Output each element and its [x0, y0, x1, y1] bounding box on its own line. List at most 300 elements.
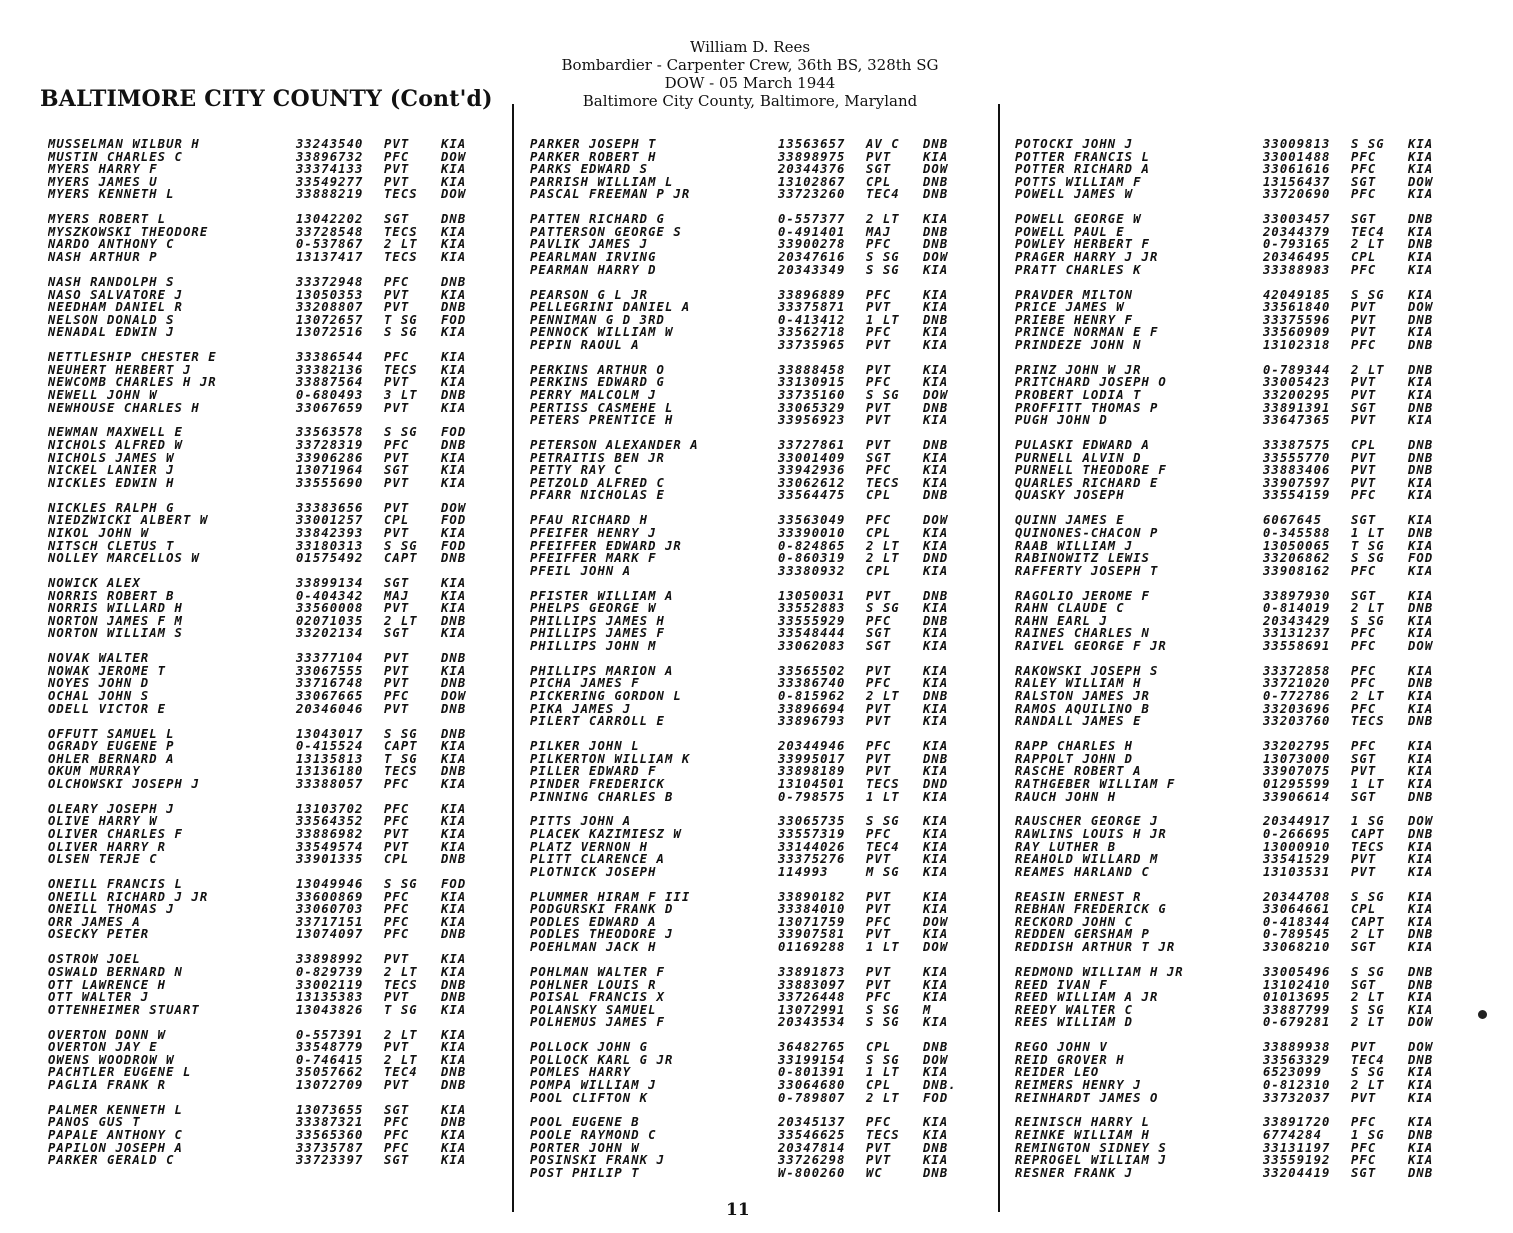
- status: DNB: [1408, 400, 1434, 415]
- status: KIA: [923, 149, 949, 164]
- serial-number: 33890182: [778, 889, 846, 904]
- rank: PVT: [384, 701, 410, 716]
- roster-row: [1015, 439, 1448, 452]
- soldier-name: POTTS WILLIAM F: [1015, 175, 1142, 189]
- rank: PVT: [866, 701, 892, 716]
- roster-group: [48, 276, 481, 339]
- status: DNB: [923, 312, 949, 327]
- status: DNB: [923, 689, 949, 704]
- soldier-name: PURNELL THEODORE F: [1015, 464, 1167, 477]
- rank: TECS: [384, 187, 418, 202]
- status: KIA: [923, 538, 949, 553]
- soldier-name: POHLMAN WALTER F: [530, 965, 665, 979]
- rank: S SG: [1351, 889, 1385, 904]
- rank: PFC: [384, 274, 410, 289]
- soldier-name: OGRADY EUGENE P: [48, 740, 175, 753]
- serial-number: 33842393: [296, 525, 364, 540]
- rank: SGT: [1351, 940, 1377, 955]
- status: KIA: [923, 626, 949, 641]
- serial-number: 0-789344: [1263, 362, 1331, 377]
- roster-row: [1015, 238, 1448, 251]
- status: KIA: [923, 964, 949, 979]
- soldier-name: QUASKY JOSEPH: [1015, 489, 1125, 503]
- serial-number: 20344376: [778, 162, 846, 177]
- roster-row: [530, 452, 963, 465]
- soldier-name: REASIN ERNEST R: [1015, 890, 1142, 904]
- status: DNB: [441, 852, 467, 867]
- rank: S SG: [866, 250, 900, 265]
- soldier-name: POHLNER LOUIS R: [530, 978, 657, 992]
- rank: PFC: [866, 676, 892, 691]
- soldier-name: NETTLESHIP CHESTER E: [48, 351, 217, 364]
- soldier-name: OTT LAWRENCE H: [48, 978, 167, 992]
- status: KIA: [441, 1027, 467, 1042]
- roster-row: [48, 828, 481, 841]
- roster-row: [48, 552, 481, 565]
- status: KIA: [441, 1052, 467, 1067]
- soldier-name: PERTISS CASMEHE L: [530, 401, 674, 415]
- rank: TEC4: [866, 187, 900, 202]
- roster-row: [48, 1004, 481, 1017]
- soldier-name: PAGLIA FRANK R: [48, 1078, 167, 1092]
- status: DNB: [923, 237, 949, 252]
- soldier-name: PLITT CLARENCE A: [530, 853, 665, 866]
- soldier-name: RALSTON JAMES JR: [1015, 690, 1150, 703]
- soldier-name: REED WILLIAM A JR: [1015, 991, 1159, 1004]
- status: DNB: [1408, 450, 1434, 465]
- roster-row: [48, 364, 481, 377]
- status: DNB: [1408, 1052, 1434, 1067]
- roster-row: [530, 640, 963, 653]
- status: DOW: [923, 940, 949, 955]
- roster-row: [1015, 552, 1448, 565]
- rank: CPL: [866, 1040, 892, 1055]
- soldier-name: PATTEN RICHARD G: [530, 213, 665, 226]
- soldier-name: RAPP CHARLES H: [1015, 740, 1134, 753]
- rank: PVT: [384, 826, 410, 841]
- rank: TECS: [866, 475, 900, 490]
- serial-number: 33390010: [778, 525, 846, 540]
- serial-number: 33728319: [296, 438, 364, 453]
- status: FOD: [441, 513, 467, 528]
- serial-number: 13102410: [1263, 977, 1331, 992]
- soldier-name: PLOTNICK JOSEPH: [530, 865, 657, 879]
- roster-group: [530, 590, 963, 653]
- roster-group: [530, 439, 963, 502]
- soldier-name: NICHOLS ALFRED W: [48, 439, 183, 452]
- roster-row: [530, 489, 963, 502]
- rank: TECS: [384, 250, 418, 265]
- rank: 2 LT: [1351, 601, 1385, 616]
- status: KIA: [923, 990, 949, 1005]
- rank: PFC: [1351, 149, 1377, 164]
- serial-number: 114993: [778, 864, 829, 879]
- roster-row: [48, 1079, 481, 1092]
- status: KIA: [441, 375, 467, 390]
- serial-number: 33565360: [296, 1128, 364, 1143]
- roster-row: [530, 979, 963, 992]
- status: DNB: [441, 387, 467, 402]
- rank: TEC4: [1351, 224, 1385, 239]
- serial-number: 13072991: [778, 1002, 846, 1017]
- soldier-name: RAHN CLAUDE C: [1015, 602, 1125, 615]
- soldier-name: POMPA WILLIAM J: [530, 1078, 657, 1092]
- serial-number: 33065329: [778, 400, 846, 415]
- serial-number: 33898992: [296, 952, 364, 967]
- roster-group: [1015, 138, 1448, 201]
- rank: PVT: [384, 287, 410, 302]
- status: KIA: [1408, 990, 1434, 1005]
- rank: PVT: [1351, 300, 1377, 315]
- rank: S SG: [1351, 551, 1385, 566]
- soldier-name: ORR JAMES A: [48, 915, 141, 929]
- serial-number: 33559192: [1263, 1153, 1331, 1168]
- serial-number: 33896694: [778, 701, 846, 716]
- serial-number: 33009813: [1263, 137, 1331, 151]
- roster-row: [1015, 640, 1448, 653]
- serial-number: 13074097: [296, 927, 364, 942]
- soldier-name: PETERS PRENTICE H: [530, 414, 674, 427]
- rank: 2 LT: [1351, 1077, 1385, 1092]
- rank: TECS: [384, 362, 418, 377]
- rank: PVT: [1351, 450, 1377, 465]
- serial-number: 33896889: [778, 287, 846, 302]
- status: DNB: [923, 187, 949, 202]
- soldier-name: NEUHERT HERBERT J: [48, 363, 192, 377]
- roster-row: [530, 841, 963, 854]
- roster-row: [48, 163, 481, 176]
- roster-row: [530, 740, 963, 753]
- soldier-name: RAWLINS LOUIS H JR: [1015, 827, 1167, 841]
- rank: PVT: [384, 162, 410, 177]
- rank: SGT: [866, 162, 892, 177]
- status: KIA: [1408, 864, 1434, 879]
- serial-number: 20343429: [1263, 613, 1331, 628]
- rank: PVT: [866, 1140, 892, 1155]
- serial-number: 33907597: [1263, 475, 1331, 490]
- status: DNB: [923, 613, 949, 628]
- serial-number: 33199154: [778, 1052, 846, 1067]
- roster-row: [1015, 928, 1448, 941]
- status: KIA: [923, 663, 949, 678]
- rank: SGT: [1351, 751, 1377, 766]
- rank: PVT: [866, 902, 892, 917]
- rank: PVT: [1351, 463, 1377, 478]
- serial-number: 33896793: [778, 714, 846, 729]
- roster-row: [530, 251, 963, 264]
- rank: 1 SG: [1351, 1128, 1385, 1143]
- serial-number: 33384010: [778, 902, 846, 917]
- serial-number: 33388983: [1263, 262, 1331, 277]
- roster-group: [48, 577, 481, 640]
- rank: 2 LT: [1351, 362, 1385, 377]
- status: DOW: [1408, 814, 1434, 829]
- soldier-name: RASCHE ROBERT A: [1015, 765, 1142, 778]
- roster-row: [48, 326, 481, 339]
- soldier-name: PILKERTON WILLIAM K: [530, 752, 691, 766]
- soldier-name: NIEDZWICKI ALBERT W: [48, 514, 209, 527]
- rank: PVT: [384, 1077, 410, 1092]
- status: DOW: [1408, 1040, 1434, 1055]
- rank: PVT: [866, 764, 892, 779]
- roster-row: [530, 703, 963, 716]
- rank: PFC: [866, 237, 892, 252]
- soldier-name: PATTERSON GEORGE S: [530, 225, 682, 239]
- rank: 1 LT: [866, 789, 900, 804]
- status: KIA: [923, 1065, 949, 1080]
- rank: TECS: [866, 776, 900, 791]
- status: KIA: [1408, 538, 1434, 553]
- status: KIA: [923, 839, 949, 854]
- rank: S SG: [1351, 613, 1385, 628]
- status: DNB: [1408, 789, 1434, 804]
- soldier-name: NARDO ANTHONY C: [48, 238, 175, 252]
- rank: CPL: [1351, 250, 1377, 265]
- rank: PVT: [866, 1153, 892, 1168]
- soldier-name: PRAGER HARRY J JR: [1015, 251, 1159, 264]
- status: DNB: [1408, 525, 1434, 540]
- roster-row: [48, 903, 481, 916]
- status: KIA: [1408, 701, 1434, 716]
- roster-row: [530, 791, 963, 804]
- roster-row: [530, 414, 963, 427]
- rank: PVT: [384, 475, 410, 490]
- serial-number: 33728548: [296, 224, 364, 239]
- status: KIA: [923, 902, 949, 917]
- status: DNB: [1408, 676, 1434, 691]
- serial-number: 33375596: [1263, 312, 1331, 327]
- rank: S SG: [866, 814, 900, 829]
- serial-number: 33067665: [296, 689, 364, 704]
- roster-row: [48, 878, 481, 891]
- serial-number: 33067555: [296, 663, 364, 678]
- soldier-name: REDDEN GERSHAM P: [1015, 928, 1150, 942]
- rank: PVT: [1351, 312, 1377, 327]
- status: KIA: [441, 137, 467, 151]
- serial-number: 13050353: [296, 287, 364, 302]
- roster-row: [1015, 1092, 1448, 1105]
- serial-number: 0-557377: [778, 212, 846, 227]
- status: DOW: [1408, 174, 1434, 189]
- rank: 2 LT: [866, 538, 900, 553]
- serial-number: 0-491401: [778, 224, 846, 239]
- rank: PVT: [1351, 475, 1377, 490]
- serial-number: 13050031: [778, 588, 846, 603]
- serial-number: 13073000: [1263, 751, 1331, 766]
- serial-number: 13135383: [296, 990, 364, 1005]
- soldier-name: QUINONES-CHACON P: [1015, 526, 1159, 540]
- serial-number: 13102318: [1263, 337, 1331, 352]
- roster-row: [1015, 866, 1448, 879]
- rank: SGT: [1351, 789, 1377, 804]
- serial-number: 33372858: [1263, 663, 1331, 678]
- roster-row: [530, 226, 963, 239]
- rank: SGT: [384, 626, 410, 641]
- serial-number: 33891720: [1263, 1115, 1331, 1130]
- roster-row: [48, 402, 481, 415]
- status: DNB: [923, 174, 949, 189]
- roster-group: [48, 213, 481, 263]
- soldier-name: NICKLES RALPH G: [48, 501, 175, 515]
- soldier-name: PRINDEZE JOHN N: [1015, 338, 1142, 352]
- rank: S SG: [384, 877, 418, 892]
- roster-row: [48, 803, 481, 816]
- rank: CPL: [1351, 902, 1377, 917]
- serial-number: 33716748: [296, 676, 364, 691]
- roster-row: [48, 1066, 481, 1079]
- serial-number: 35057662: [296, 1065, 364, 1080]
- soldier-name: PERRY MALCOLM J: [530, 388, 657, 402]
- roster-row: [530, 565, 963, 578]
- soldier-name: PILLER EDWARD F: [530, 765, 657, 778]
- roster-row: [1015, 527, 1448, 540]
- rank: PFC: [1351, 488, 1377, 503]
- serial-number: 33560008: [296, 601, 364, 616]
- serial-number: 33387321: [296, 1115, 364, 1130]
- roster-row: [1015, 151, 1448, 164]
- soldier-name: OHLER BERNARD A: [48, 752, 175, 766]
- status: FOD: [441, 538, 467, 553]
- status: DOW: [923, 162, 949, 177]
- status: KIA: [441, 475, 467, 490]
- soldier-name: ODELL VICTOR E: [48, 702, 167, 716]
- status: KIA: [923, 638, 949, 653]
- soldier-name: PHELPS GEORGE W: [530, 602, 657, 615]
- status: KIA: [1408, 739, 1434, 754]
- serial-number: 33735965: [778, 337, 846, 352]
- rank: PVT: [866, 927, 892, 942]
- status: KIA: [441, 776, 467, 791]
- status: KIA: [1408, 250, 1434, 265]
- status: DNB: [441, 927, 467, 942]
- roster-row: [48, 251, 481, 264]
- roster-row: [530, 1066, 963, 1079]
- status: KIA: [1408, 1077, 1434, 1092]
- rank: TECS: [1351, 839, 1385, 854]
- roster-row: [48, 677, 481, 690]
- serial-number: 0-772786: [1263, 689, 1331, 704]
- serial-number: 20346046: [296, 701, 364, 716]
- roster-group: [48, 351, 481, 414]
- status: KIA: [441, 952, 467, 967]
- roster-group: [48, 138, 481, 201]
- roster-row: [530, 715, 963, 728]
- roster-row: [1015, 389, 1448, 402]
- serial-number: 13102867: [778, 174, 846, 189]
- rank: PVT: [1351, 1040, 1377, 1055]
- soldier-name: MYERS KENNETH L: [48, 188, 175, 201]
- rank: 2 LT: [384, 1027, 418, 1042]
- rank: 1 LT: [1351, 776, 1385, 791]
- soldier-name: OSECKY PETER: [48, 928, 150, 942]
- status: DOW: [923, 1052, 949, 1067]
- soldier-name: NASH RANDOLPH S: [48, 275, 175, 289]
- rank: PVT: [866, 889, 892, 904]
- rank: 2 LT: [1351, 237, 1385, 252]
- serial-number: 33647365: [1263, 413, 1331, 428]
- rank: S SG: [866, 1015, 900, 1030]
- serial-number: 0-829739: [296, 964, 364, 979]
- rank: PFC: [866, 739, 892, 754]
- serial-number: 33130915: [778, 375, 846, 390]
- soldier-name: QUARLES RICHARD E: [1015, 476, 1159, 490]
- serial-number: 33720690: [1263, 187, 1331, 202]
- status: KIA: [441, 224, 467, 239]
- soldier-name: PODGURSKI FRANK D: [530, 903, 674, 916]
- status: KIA: [1408, 613, 1434, 628]
- soldier-name: PETZOLD ALFRED C: [530, 476, 665, 490]
- rank: S SG: [866, 1002, 900, 1017]
- status: DOW: [1408, 638, 1434, 653]
- serial-number: 20346495: [1263, 250, 1331, 265]
- rank: SGT: [1351, 400, 1377, 415]
- roster-row: [1015, 1142, 1448, 1155]
- rank: PFC: [384, 1128, 410, 1143]
- rank: CPL: [1351, 438, 1377, 453]
- serial-number: 33375871: [778, 300, 846, 315]
- status: KIA: [923, 563, 949, 578]
- rank: 2 LT: [866, 1090, 900, 1105]
- status: DNB: [1408, 463, 1434, 478]
- status: DND: [923, 776, 949, 791]
- serial-number: 13103531: [1263, 864, 1331, 879]
- roster-row: [530, 163, 963, 176]
- status: KIA: [923, 676, 949, 691]
- status: DNB: [441, 300, 467, 315]
- serial-number: 0-789807: [778, 1090, 846, 1105]
- soldier-name: RATHGEBER WILLIAM F: [1015, 777, 1176, 791]
- serial-number: 13071759: [778, 914, 846, 929]
- roster-group: [1015, 514, 1448, 577]
- soldier-name: MYERS HARRY F: [48, 163, 158, 176]
- status: DNB: [441, 613, 467, 628]
- serial-number: 33908162: [1263, 563, 1331, 578]
- status: KIA: [923, 1115, 949, 1130]
- rank: SGT: [866, 638, 892, 653]
- status: KIA: [441, 1128, 467, 1143]
- serial-number: 13043826: [296, 1002, 364, 1017]
- roster-row: [1015, 176, 1448, 189]
- soldier-name: ONEILL THOMAS J: [48, 903, 175, 916]
- roster-row: [48, 213, 481, 226]
- rank: S SG: [866, 387, 900, 402]
- status: KIA: [923, 864, 949, 879]
- rank: T SG: [384, 312, 418, 327]
- serial-number: 33900278: [778, 237, 846, 252]
- roster-row: [48, 138, 481, 151]
- serial-number: 33064680: [778, 1077, 846, 1092]
- status: KIA: [923, 375, 949, 390]
- serial-number: 33887799: [1263, 1002, 1331, 1017]
- serial-number: 33555770: [1263, 450, 1331, 465]
- roster-row: [48, 703, 481, 716]
- roster-group: [1015, 966, 1448, 1029]
- rank: CPL: [866, 174, 892, 189]
- rank: TEC4: [384, 1065, 418, 1080]
- serial-number: 33372948: [296, 274, 364, 289]
- status: FOD: [1408, 551, 1434, 566]
- soldier-name: REINISCH HARRY L: [1015, 1116, 1150, 1130]
- soldier-name: RAFFERTY JOSEPH T: [1015, 564, 1159, 578]
- rank: CPL: [866, 563, 892, 578]
- soldier-name: OLEARY JOSEPH J: [48, 802, 175, 816]
- status: KIA: [1408, 137, 1434, 151]
- serial-number: 33386544: [296, 350, 364, 365]
- roster-row: [48, 351, 481, 364]
- soldier-name: PHILLIPS MARION A: [530, 664, 674, 678]
- soldier-name: MUSSELMAN WILBUR H: [48, 138, 200, 151]
- roster-row: [1015, 138, 1448, 151]
